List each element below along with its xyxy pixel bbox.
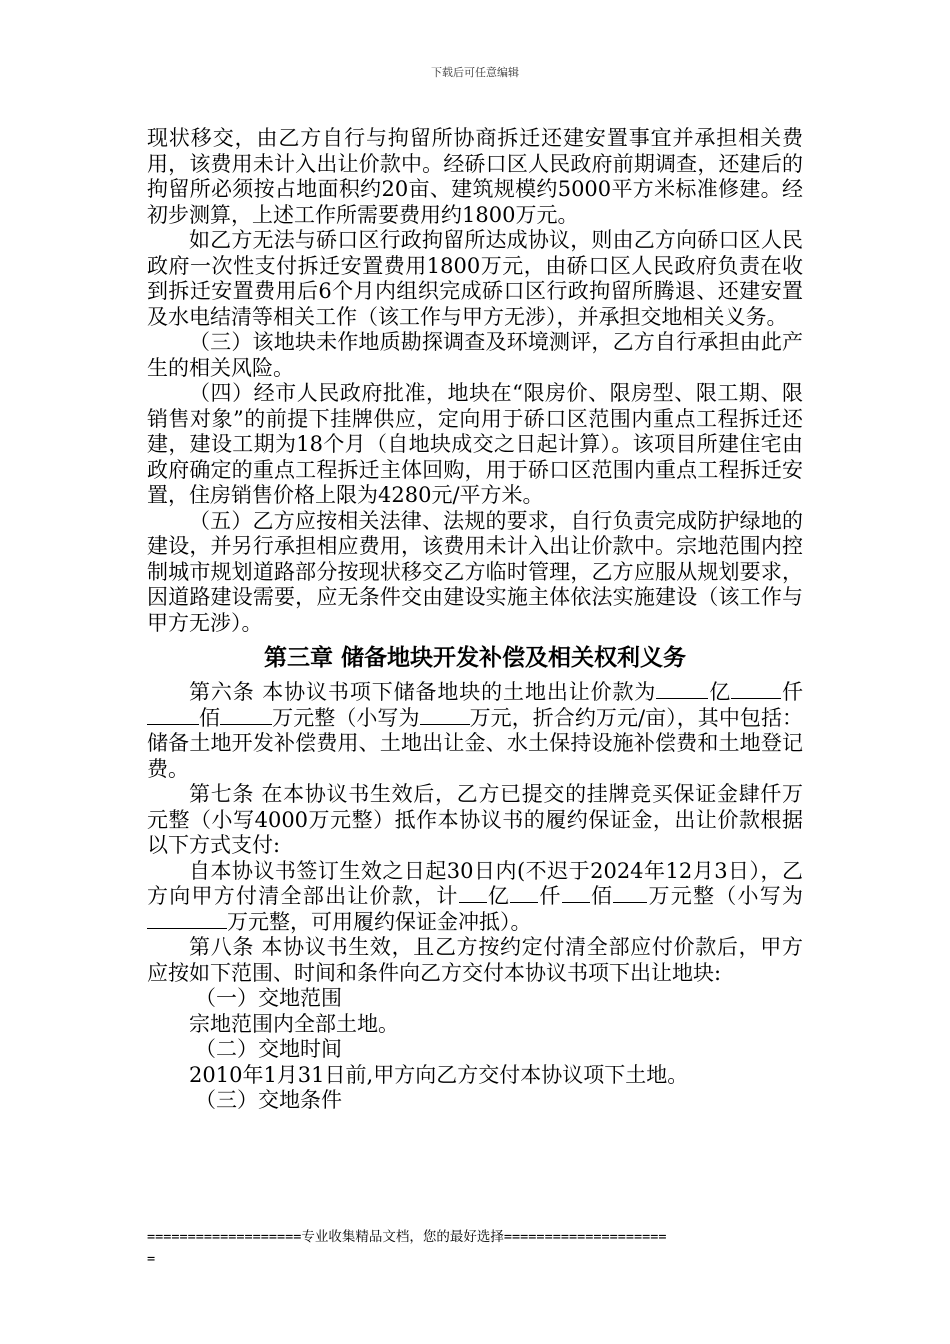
footer-line: = (147, 1251, 156, 1267)
blank-field (510, 884, 538, 903)
paragraph: （四）经市人民政府批准，地块在“限房价、限房型、限工期、限销售对象”的前提下挂牌供应，定向用于硚口区范围内重点工程拆迁还建，建设工期为18个月（自地块成交之日起计算）。该项目所建住宅由政府确定的重点工程拆迁主体回购，用于硚口区范围内重点工程拆迁安置，住房销售价格上限为4280元/平方米。 (147, 381, 803, 507)
blank-field (147, 706, 199, 725)
paragraph: （五）乙方应按相关法律、法规的要求，自行负责完成防护绿地的建设，并另行承担相应费用，该费用未计入出让价款中。宗地范围内控制城市规划道路部分按现状移交乙方临时管理，乙方应服从规划要求，因道路建设需要，应无条件交由建设实施主体依法实施建设（该工作与甲方无涉）。 (147, 508, 803, 635)
section-text: 宗地范围内全部土地。 (189, 1011, 399, 1036)
blank-field (656, 680, 708, 699)
blank-field (562, 884, 590, 903)
unit-label: 亿 (486, 884, 511, 908)
page-footer (147, 1226, 807, 1270)
section-heading: （一）交地范围 (195, 986, 342, 1010)
article-6-text: 万元整（小写为 (272, 705, 420, 730)
unit-label: 亿 (708, 680, 732, 704)
article-6-text: 第六条 本协议书项下储备地块的土地出让价款为 (189, 680, 657, 704)
payment-text: 万元整，可用履约保证金冲抵）。 (227, 909, 532, 934)
page-header: 下载后可任意编辑 (431, 66, 519, 79)
section-text: 2010年1月31日前,甲方向乙方交付本协议项下土地。 (189, 1062, 689, 1087)
unit-label: 仟 (781, 680, 804, 704)
blank-field (420, 706, 470, 725)
unit-label: 佰 (199, 705, 221, 730)
paragraph: 现状移交，由乙方自行与拘留所协商拆迁还建安置事宜并承担相关费用，该费用未计入出让价款中。经硚口区人民政府前期调查，还建后的拘留所必须按占地面积约20亩、建筑规模约5000平方米标准修建。经初步测算，上述工作所需要费用约1800万元。 (147, 126, 803, 227)
section-heading: （三）交地条件 (195, 1088, 342, 1112)
payment-text: 自本协议书签订生效之日起30日内(不迟于2024年12月3日），乙方向甲方付清全部出让价款，计 (147, 858, 803, 908)
payment-paragraph (147, 859, 803, 936)
footer-line: ===================专业收集精品文档，您的最好选择==================== (147, 1229, 667, 1245)
paragraph: 如乙方无法与硚口区行政拘留所达成协议，则由乙方向硚口区人民政府一次性支付拆迁安置费用1800万元，由硚口区人民政府负责在收到拆迁安置费用后6个月内组织完成硚口区行政拘留所腾退、还建安置及水电结清等相关工作（该工作与甲方无涉），并承担交地相关义务。 (147, 228, 803, 329)
chapter-title: 第三章 储备地块开发补偿及相关权利义务 (263, 645, 686, 671)
blank-field (613, 884, 647, 903)
section-heading: （二）交地时间 (195, 1037, 342, 1061)
paragraph: （三）该地块未作地质勘探调查及环境测评，乙方自行承担由此产生的相关风险。 (147, 330, 803, 380)
blank-field (459, 884, 487, 903)
unit-label: 佰 (589, 884, 614, 908)
payment-text: 万元整（小写为 (647, 884, 804, 908)
unit-label: 仟 (538, 884, 562, 908)
article-7: 第七条 在本协议书生效后，乙方已提交的挂牌竞买保证金肆仟万元整（小写4000万元整）抵作本协议书的履约保证金，出让价款根据以下方式支付: (147, 782, 803, 857)
blank-field (220, 706, 272, 725)
article-6 (147, 680, 803, 782)
article-6-text: 万元，折合约 (469, 705, 596, 730)
blank-field (731, 680, 781, 699)
article-6-text: 万元/亩），其中包括：储备土地开发补偿费用、土地出让金、水土保持设施补偿费和土地登记费。 (147, 705, 804, 781)
document-body (147, 126, 803, 1114)
blank-field (147, 910, 227, 929)
article-8: 第八条 本协议书生效，且乙方按约定付清全部应付价款后，甲方应按如下范围、时间和条件向乙方交付本协议书项下出让地块: (147, 935, 803, 985)
